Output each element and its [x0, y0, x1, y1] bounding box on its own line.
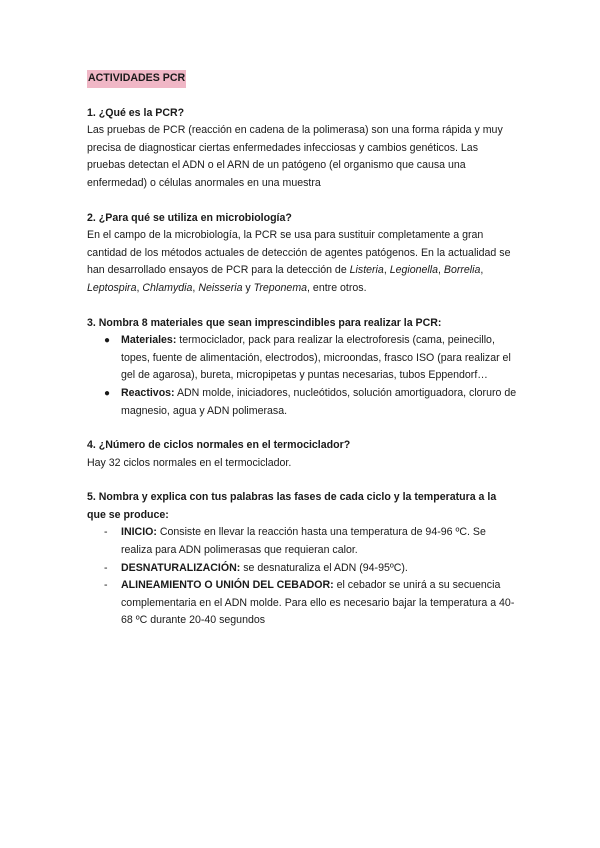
- section-4: [87, 437, 517, 472]
- question-4-answer: Hay 32 ciclos normales en el termociclador.: [87, 456, 292, 469]
- section-2: [87, 210, 517, 298]
- list-item: [87, 385, 517, 420]
- answer-text: , entre otros.: [307, 281, 367, 294]
- dash-marker: -: [104, 526, 108, 539]
- question-2-answer: [87, 227, 517, 297]
- separator: ,: [383, 264, 390, 277]
- materials-list: [87, 332, 517, 420]
- separator: ,: [480, 264, 484, 277]
- question-5-heading: 5. Nombra y explica con tus palabras las fases de cada ciclo y la temperatura a la que se produce:: [87, 491, 497, 521]
- organism-name: Borrelia: [443, 264, 481, 277]
- item-label: INICIO:: [121, 526, 157, 539]
- item-label: Reactivos:: [121, 386, 175, 399]
- item-text: se desnaturaliza el ADN (94-95ºC).: [240, 561, 408, 574]
- dash-marker: -: [104, 579, 108, 592]
- list-item: [87, 560, 517, 578]
- separator: ,: [192, 281, 199, 294]
- answer-text: En el campo de la microbiología, la PCR se usa para sustituir completamente a gran cantidad de los métodos actuales de detección de agentes patógenos. En la actualidad se han desarrollado ensayos de PCR para la detección de: [87, 229, 511, 277]
- separator: ,: [438, 264, 444, 277]
- organism-name: Listeria: [349, 264, 384, 277]
- item-label: Materiales:: [121, 334, 177, 347]
- separator: ,: [136, 281, 143, 294]
- list-item: [87, 332, 517, 385]
- bullet-icon: ●: [104, 387, 111, 399]
- organism-name: Chlamydia: [142, 281, 193, 294]
- question-1-answer: Las pruebas de PCR (reacción en cadena de la polimerasa) son una forma rápida y muy precisa de diagnosticar ciertas enfermedades infecciosas y cambios genéticos. Las pruebas detectan el ADN o el ARN de un patógeno (el organismo que causa una enfermedad) o células anormales en una muestra: [87, 124, 503, 189]
- organism-name: Leptospira: [87, 281, 137, 294]
- item-text: Consiste en llevar la reacción hasta una temperatura de 94-96 ºC. Se realiza para ADN polimerasas que requieran calor.: [121, 526, 486, 557]
- separator: y: [242, 281, 254, 294]
- bullet-icon: ●: [104, 335, 111, 347]
- item-text: el cebador se unirá a su secuencia complementaria en el ADN molde. Para ello es necesario bajar la temperatura a 40-68 ºC durante 20-40 segundos: [121, 579, 515, 627]
- question-2-heading: 2. ¿Para qué se utiliza en microbiología?: [87, 211, 292, 224]
- section-3: [87, 315, 517, 421]
- organism-name: Legionella: [389, 264, 439, 277]
- question-1-heading: 1. ¿Qué es la PCR?: [87, 106, 185, 119]
- item-text: termociclador, pack para realizar la electroforesis (cama, peinecillo, topes, fuente de alimentación, electrodos), microondas, frasco ISO (para realizar el gel de agarosa), bureta, micropipetas y puntas necesarias, tubos Eppendorf…: [121, 334, 511, 382]
- section-1: [87, 105, 517, 193]
- organism-name: Treponema: [253, 281, 308, 294]
- phases-list: [87, 524, 517, 630]
- question-3-heading: 3. Nombra 8 materiales que sean imprescindibles para realizar la PCR:: [87, 316, 442, 329]
- question-4-heading: 4. ¿Número de ciclos normales en el termociclador?: [87, 439, 351, 452]
- item-text: ADN molde, iniciadores, nucleótidos, solución amortiguadora, cloruro de magnesio, agua y ADN polimerasa.: [121, 386, 517, 417]
- dash-marker: -: [104, 561, 108, 574]
- section-5: [87, 489, 517, 630]
- document-title: ACTIVIDADES PCR: [87, 70, 186, 88]
- list-item: [87, 577, 517, 630]
- list-item: [87, 524, 517, 559]
- document-content: [87, 70, 517, 647]
- organism-name: Neisseria: [198, 281, 243, 294]
- item-label: ALINEAMIENTO O UNIÓN DEL CEBADOR:: [121, 579, 334, 592]
- item-label: DESNATURALIZACIÓN:: [121, 561, 241, 574]
